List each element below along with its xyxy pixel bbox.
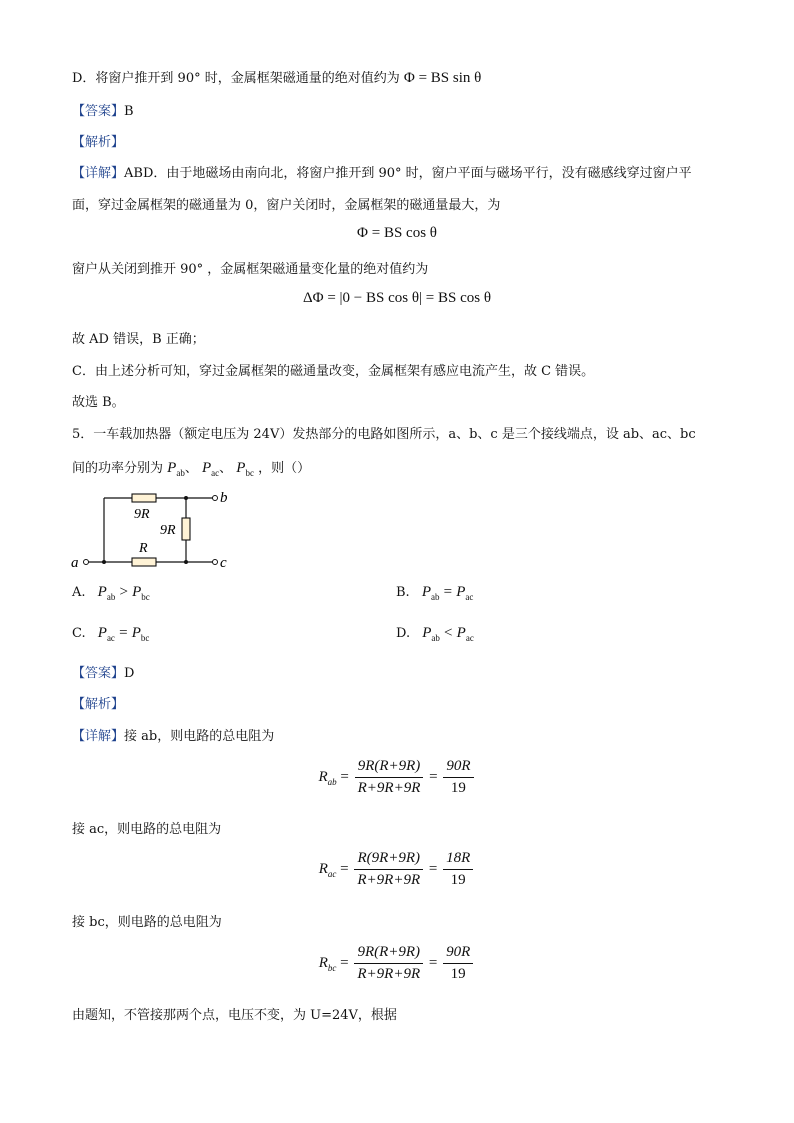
detail-2 (72, 725, 274, 744)
power-bc: $P_{bc}$ (236, 460, 254, 478)
conclusion-ad: 故 AD 错误，B 正确； (72, 332, 205, 347)
terminal-a-node (84, 560, 89, 565)
terminal-b-label: b (220, 490, 228, 506)
question-5-pre: 间的功率分别为 (72, 461, 164, 476)
resistor-bottom (132, 558, 156, 566)
equation-rac: $R_{ac}$ = $\frac{R(9R+9R)}{R+9R+9R}$ = $\frac{18R}{19}$ (0, 850, 794, 889)
answer-2 (72, 662, 134, 681)
option-d-line (72, 67, 481, 87)
formula-flux-max: Φ = BS cos θ (357, 225, 437, 241)
option-d[interactable]: D. $P_{ab} < P_{ac}$ (396, 625, 474, 643)
question-5-line-2: 间的功率分别为 $P_{ab}$、 $P_{ac}$、 $P_{bc}$ ，则（） (72, 460, 311, 478)
label-r-mid: 9R (160, 523, 176, 538)
analysis-tag: 【解析】 (72, 697, 125, 712)
question-5-post: ，则（） (258, 461, 311, 476)
power-ab: $P_{ab}$ (167, 460, 185, 478)
conclusion-choose: 故选 B。 (72, 395, 125, 410)
detail-1-a (72, 162, 692, 181)
power-ac: $P_{ac}$ (201, 460, 220, 478)
flux-change-line: 窗户从关闭到推开 90° ，金属框架磁通量变化量的绝对值约为 (72, 262, 429, 277)
label-r-bottom: R (139, 541, 148, 556)
detail-text-b: 面，穿过金属框架的磁通量为 0，窗户关闭时，金属框架的磁通量最大，为 (72, 198, 501, 213)
answer-value: D (124, 666, 135, 681)
junction-bottom (184, 560, 188, 564)
label-r-top: 9R (134, 507, 150, 522)
option-b[interactable]: B. $P_{ab} = P_{ac}$ (396, 584, 474, 602)
detail-tag: 【详解】 (72, 729, 125, 744)
connect-bc-line: 接 bc，则电路的总电阻为 (72, 915, 222, 930)
answer-1 (72, 100, 134, 119)
option-a[interactable]: A. $P_{ab} > P_{bc}$ (72, 584, 150, 602)
option-c[interactable]: C. $P_{ac} = P_{bc}$ (72, 625, 150, 643)
answer-tag: 【答案】 (72, 666, 125, 681)
voltage-line: 由题知，不管接那两个点，电压不变，为 U=24V，根据 (72, 1008, 397, 1023)
detail-text: ABD．由于地磁场由南向北，将窗户推开到 90° 时，窗户平面与磁场平行，没有磁感线穿过窗户平 (124, 166, 692, 181)
junction-top (184, 496, 188, 500)
formula-flux-change: ΔΦ = |0 − BS cos θ| = BS cos θ (302, 290, 492, 306)
analysis-tag: 【解析】 (72, 135, 125, 150)
resistor-middle (182, 518, 190, 540)
analysis-1 (72, 131, 124, 150)
resistor-top (132, 494, 156, 502)
circuit-diagram (68, 486, 238, 576)
answer-value: B (124, 104, 134, 119)
junction-left (102, 560, 106, 564)
terminal-c-label: c (220, 555, 227, 571)
detail-text: 接 ab，则电路的总电阻为 (124, 729, 275, 744)
detail-tag: 【详解】 (72, 166, 125, 181)
connect-ac-line: 接 ac，则电路的总电阻为 (72, 822, 222, 837)
answer-tag: 【答案】 (72, 104, 125, 119)
option-d-text: D．将窗户推开到 90° 时，金属框架磁通量的绝对值约为 (72, 71, 400, 86)
question-5-line-1: 5．一车载加热器（额定电压为 24V）发热部分的电路如图所示，a、b、c 是三个接线端点，设 ab、ac、bc (72, 427, 696, 442)
terminal-a-label: a (71, 555, 79, 571)
terminal-b-node (213, 496, 218, 501)
equation-rbc: $R_{bc}$ = $\frac{9R(R+9R)}{R+9R+9R}$ = $\frac{90R}{19}$ (0, 944, 794, 983)
option-d-formula: Φ = BS sin θ (403, 70, 482, 86)
conclusion-c: C．由上述分析可知，穿过金属框架的磁通量改变，金属框架有感应电流产生，故 C 错误。 (72, 364, 595, 379)
detail-1-b (72, 194, 500, 213)
analysis-2 (72, 693, 124, 712)
equation-rab: $R_{ab}$ = $\frac{9R(R+9R)}{R+9R+9R}$ = $\frac{90R}{19}$ (0, 758, 794, 797)
terminal-c-node (213, 560, 218, 565)
